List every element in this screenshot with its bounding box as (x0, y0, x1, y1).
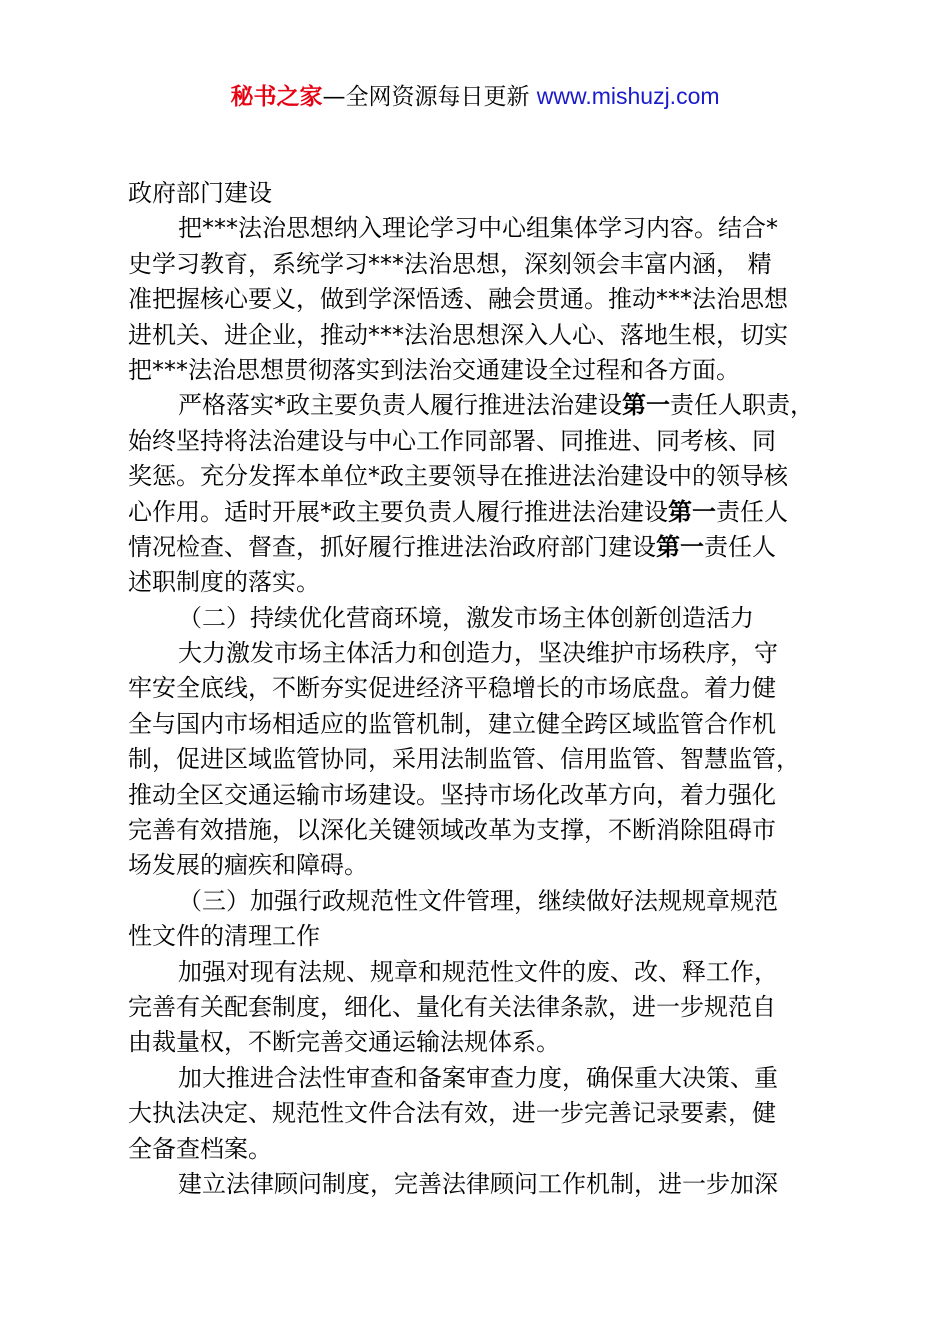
text-segment: 责任人 (704, 532, 776, 561)
text-line: 推动全区交通运输市场建设。坚持市场化改革方向，着力强化 (128, 780, 776, 809)
text-line: 把***法治思想贯彻落实到法治交通建设全过程和各方面。 (128, 355, 740, 384)
text-line: 大执法决定、规范性文件合法有效，进一步完善记录要素，健 (128, 1099, 776, 1128)
text-line (128, 530, 828, 565)
text-line: 大力激发市场主体活力和创造力，坚决维护市场秩序，守 (178, 639, 778, 668)
text-line: 史学习教育，系统学习***法治思想，深刻领会丰富内涵， 精 (128, 249, 772, 278)
text-segment: 责任人职责， (670, 391, 814, 420)
text-line: 性文件的清理工作 (128, 922, 320, 951)
text-line: 全与国内市场相适应的监管机制，建立健全跨区域监管合作机 (128, 709, 776, 738)
text-segment: 严格落实*政主要负责人履行推进法治建设 (178, 391, 622, 420)
text-line: 述职制度的落实。 (128, 568, 320, 597)
text-line: （三）加强行政规范性文件管理，继续做好法规规章规范 (178, 886, 778, 915)
text-line: 完善有效措施，以深化关键领域改革为支撑，不断消除阻碍市 (128, 816, 776, 845)
brand-name: 秘书之家 (230, 84, 323, 110)
text-line: 完善有关配套制度，细化、量化有关法律条款，进一步规范自 (128, 992, 776, 1021)
text-segment: 心作用。适时开展*政主要负责人履行推进法治建设 (128, 497, 668, 526)
bold-emphasis: 第一 (656, 532, 704, 561)
text-line: 准把握核心要义，做到学深悟透、融会贯通。推动***法治思想 (128, 285, 788, 314)
text-segment: 情况检查、督查，抓好履行推进法治政府部门建设 (128, 532, 656, 561)
text-line: 加强对现有法规、规章和规范性文件的废、改、释工作， (178, 957, 778, 986)
text-line: 加大推进合法性审查和备案审查力度，确保重大决策、重 (178, 1063, 778, 1092)
text-line: 由裁量权，不断完善交通运输法规体系。 (128, 1028, 560, 1057)
text-segment: 责任人 (716, 497, 788, 526)
text-line: 把***法治思想纳入理论学习中心组集体学习内容。结合* (178, 214, 778, 243)
text-line: 政府部门建设 (128, 179, 272, 207)
text-line: 全备查档案。 (128, 1134, 272, 1163)
text-line: （二）持续优化营商环境，激发市场主体创新创造活力 (178, 603, 754, 632)
text-line: 进机关、进企业，推动***法治思想深入人心、落地生根，切实 (128, 320, 788, 349)
document-body (128, 176, 828, 1202)
text-line: 牢安全底线，不断夯实促进经济平稳增长的市场底盘。着力健 (128, 674, 776, 703)
bold-emphasis: 第一 (622, 391, 670, 420)
text-line: 制，促进区域监管协同，采用法制监管、信用监管、智慧监管， (128, 745, 800, 774)
text-line: 始终坚持将法治建设与中心工作同部署、同推进、同考核、同 (128, 426, 776, 455)
site-header (0, 80, 950, 113)
header-tagline: —全网资源每日更新 (322, 84, 537, 110)
text-line (128, 388, 828, 423)
text-line: 场发展的痼疾和障碍。 (128, 851, 368, 880)
text-line: 建立法律顾问制度，完善法律顾问工作机制，进一步加深 (178, 1169, 778, 1198)
site-url-link[interactable]: www.mishuzj.com (536, 83, 720, 109)
text-line: 奖惩。充分发挥本单位*政主要领导在推进法治建设中的领导核 (128, 462, 788, 491)
text-line (128, 495, 828, 530)
bold-emphasis: 第一 (668, 497, 716, 526)
